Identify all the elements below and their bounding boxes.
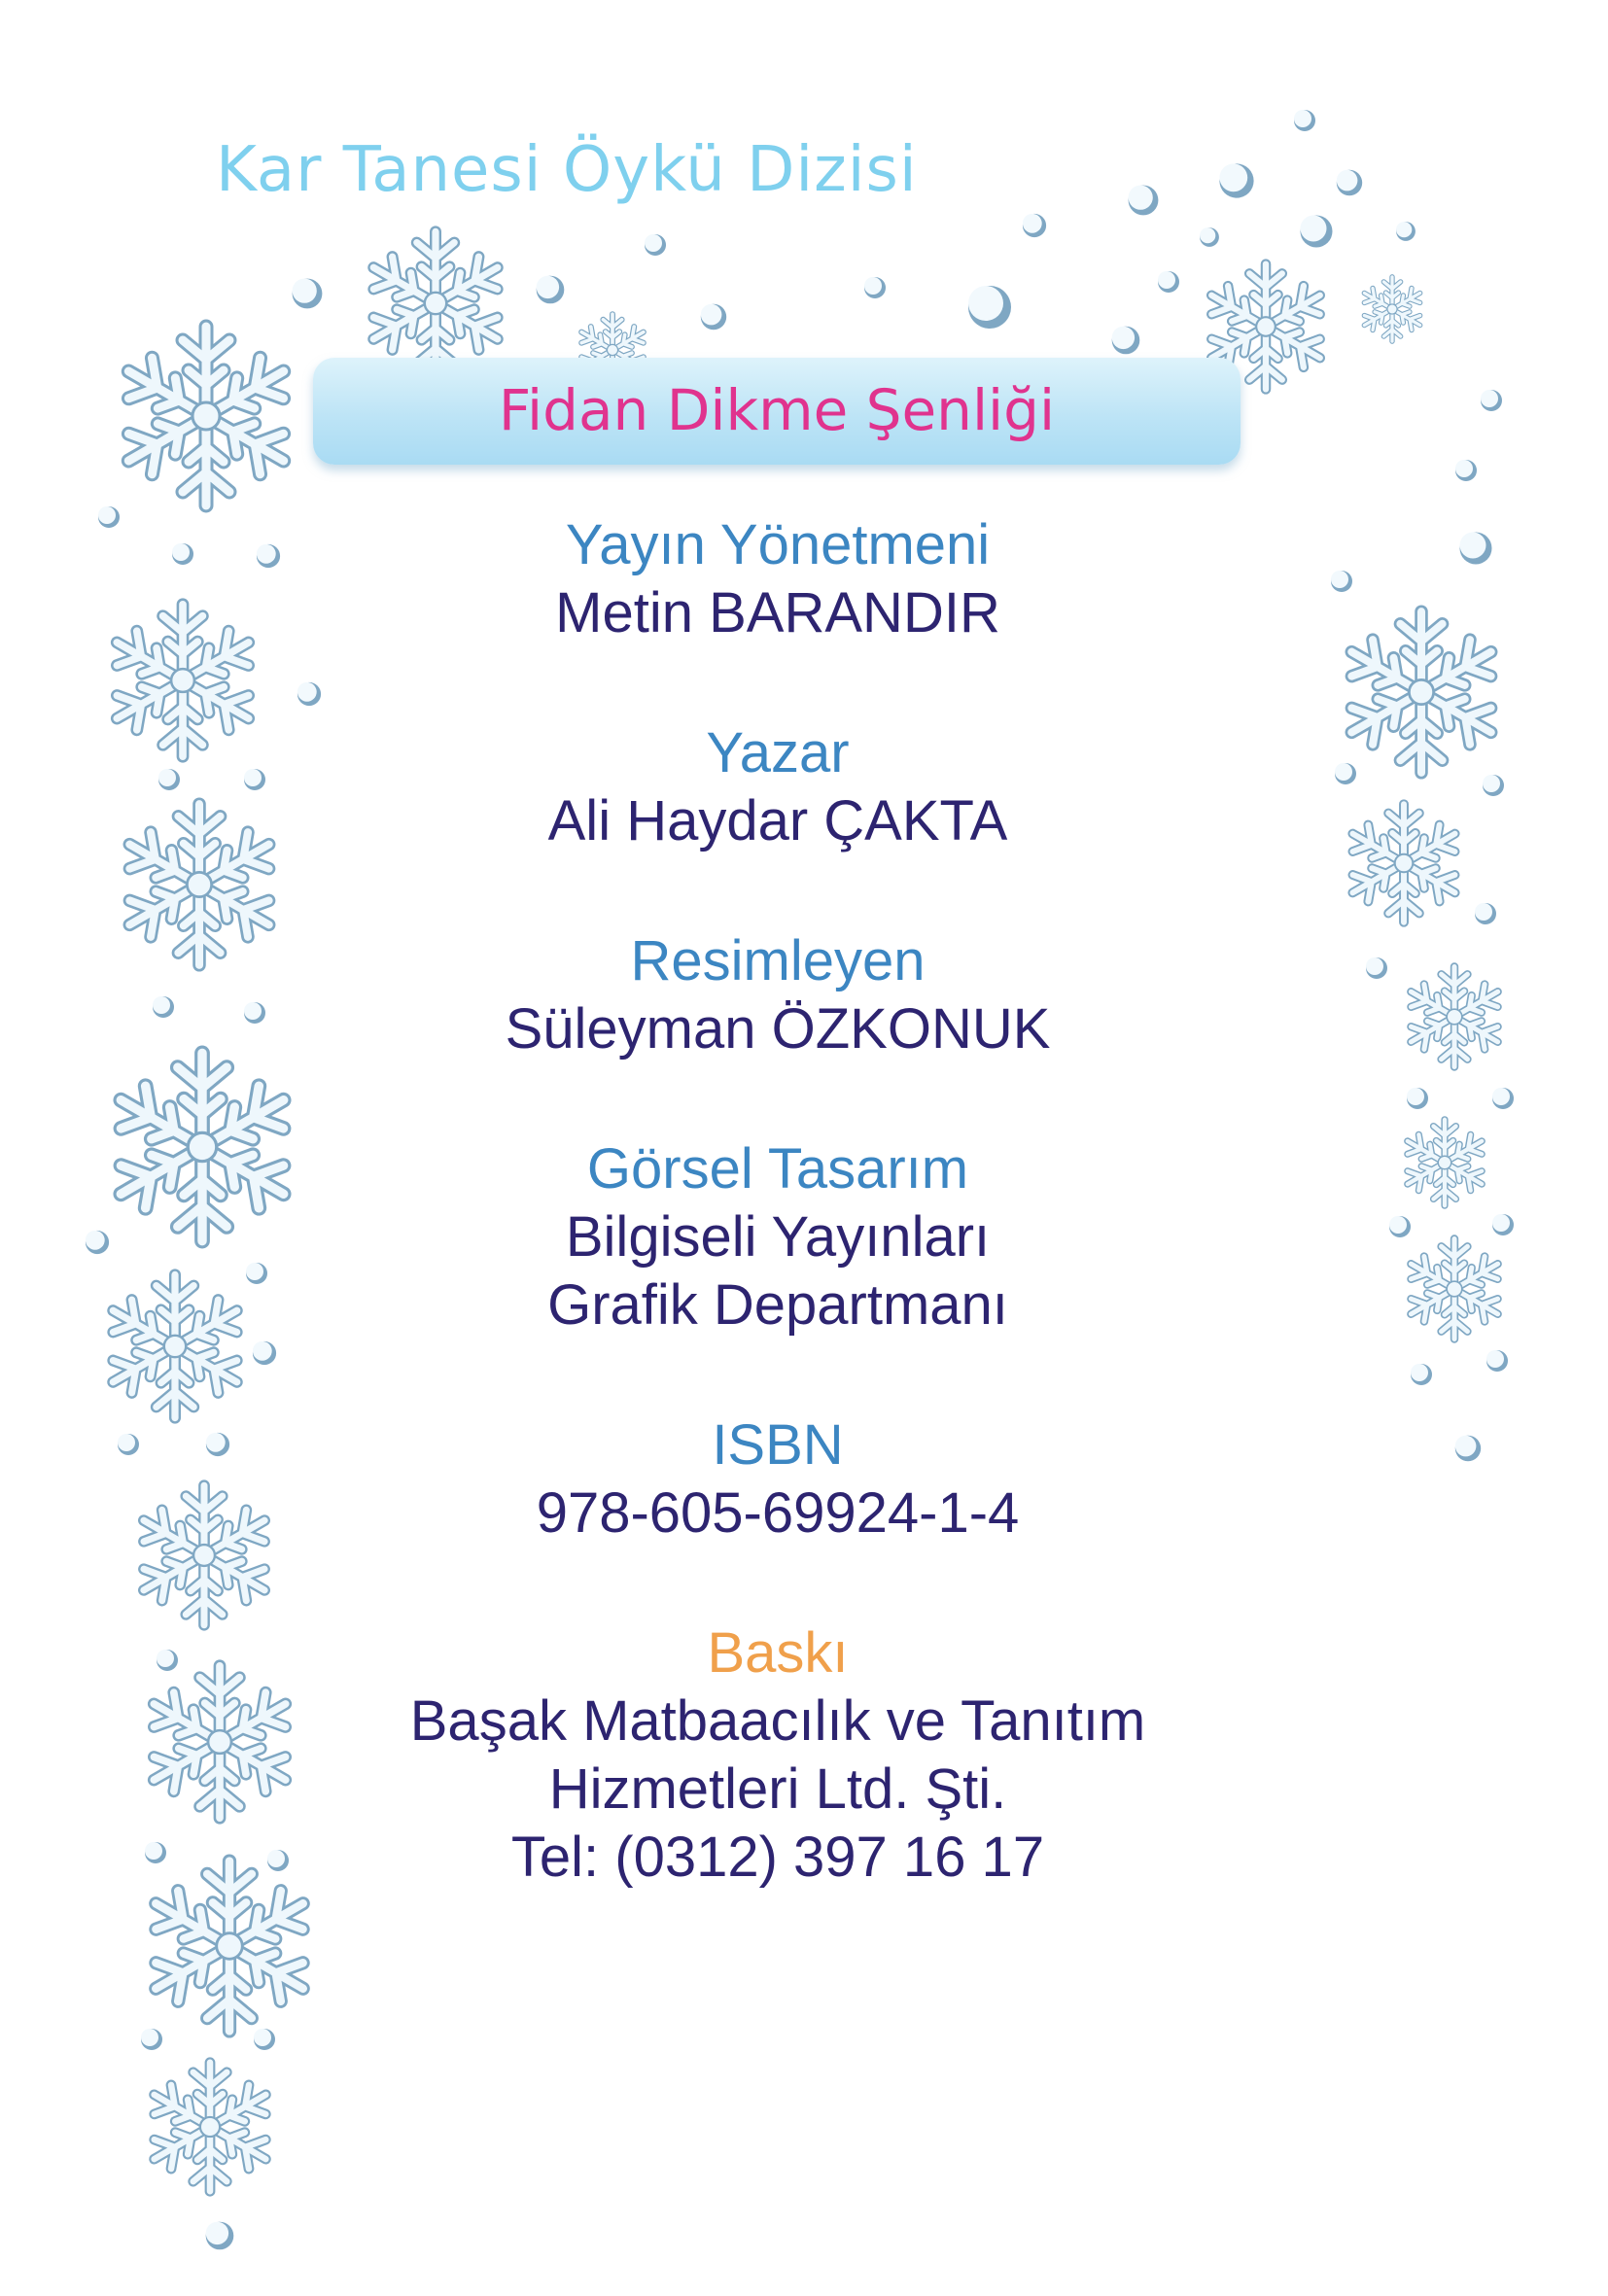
credit-editor [292,511,1264,647]
credit-value: Ali Haydar ÇAKTA [547,789,1008,852]
snow-dot-icon [158,769,180,790]
credit-isbn [292,1411,1264,1548]
snow-dot-icon [1200,227,1219,247]
snow-dot-icon [1460,533,1492,565]
snowflake-icon [117,327,295,505]
snow-dot-icon [1158,271,1179,293]
credit-label: Yazar [706,721,850,784]
snow-dot-icon [257,544,280,568]
snow-dot-icon [145,1842,166,1863]
snow-dot-icon [267,1850,289,1871]
snow-dot-icon [1407,1088,1428,1109]
credit-label: ISBN [712,1413,844,1477]
snow-dot-icon [206,2222,234,2250]
snowflake-icon [1345,804,1462,922]
snowflake-icon [144,1666,296,1818]
snow-dot-icon [1483,775,1504,796]
snow-dot-icon [86,1231,109,1254]
snow-dot-icon [537,276,565,304]
credit-design [292,1135,1264,1339]
series-title: Kar Tanesi Öykü Dizisi [216,134,918,206]
credit-label: Görsel Tasarım [586,1137,969,1200]
credits [292,511,1264,1964]
title-banner [313,358,1241,465]
snow-dot-icon [172,543,193,565]
snow-dot-icon [157,1650,178,1671]
snow-dot-icon [1389,1216,1411,1237]
snow-dot-icon [1411,1364,1432,1385]
snow-dot-icon [244,769,265,790]
credit-illustrator [292,927,1264,1063]
snow-dot-icon [1396,222,1416,241]
snow-dot-icon [1331,571,1352,592]
snowflake-icon [1402,1120,1487,1205]
book-title: Fidan Dikme Şenliği [498,377,1056,443]
snow-dot-icon [1023,214,1046,237]
snowflake-icon [1360,277,1424,341]
snowflake-icon [107,605,259,756]
credit-value: Başak Matbaacılık ve Tanıtım [409,1689,1146,1753]
credit-value: Metin BARANDIR [555,581,1000,644]
snowflake-icon [146,2063,274,2191]
credit-author [292,719,1264,855]
snowflake-icon [119,804,279,965]
snow-dot-icon [246,1263,267,1284]
snow-dot-icon [1294,110,1315,131]
snow-dot-icon [1112,327,1140,355]
snow-dot-icon [1455,460,1477,481]
snowflake-icon [1405,1238,1505,1339]
snow-dot-icon [864,277,886,298]
snowflake-icon [109,1053,297,1240]
snow-dot-icon [701,304,726,330]
snow-dot-icon [253,1341,276,1365]
credit-label: Baskı [707,1621,849,1685]
snowflake-icon [1405,966,1505,1066]
snow-dot-icon [1492,1088,1514,1109]
snow-dot-icon [1475,903,1496,924]
snow-dot-icon [1492,1214,1514,1235]
snow-dot-icon [153,996,174,1018]
credit-label: Yayın Yönetmeni [565,513,991,576]
snow-dot-icon [645,234,666,256]
credit-label: Resimleyen [630,929,926,992]
snowflake-icon [1341,611,1501,773]
snow-dot-icon [206,1433,229,1456]
snow-dot-icon [118,1434,139,1455]
snow-dot-icon [1366,957,1387,979]
snow-dot-icon [1486,1350,1508,1372]
snow-dot-icon [141,2029,162,2050]
credit-value: Grafik Departmanı [547,1273,1008,1337]
credit-value: Süleyman ÖZKONUK [505,997,1051,1061]
snow-dot-icon [244,1002,265,1024]
snowflake-icon [365,231,507,374]
snow-dot-icon [1481,390,1502,411]
snow-dot-icon [1301,216,1333,248]
phone-number: Tel: (0312) 397 16 17 [510,1826,1045,1889]
credit-printing [292,1619,1264,1892]
snow-dot-icon [1455,1436,1481,1461]
snow-dot-icon [1335,763,1356,784]
snow-dot-icon [968,286,1011,329]
snowflake-icon [145,1861,314,2032]
snow-dot-icon [1129,186,1159,216]
snow-dot-icon [1219,163,1253,197]
isbn-number: 978-605-69924-1-4 [536,1481,1020,1545]
snow-dot-icon [98,506,120,528]
credit-value: Bilgiseli Yayınları [565,1205,991,1269]
snow-dot-icon [254,2029,275,2050]
snowflake-icon [134,1485,273,1625]
credit-value: Hizmetleri Ltd. Şti. [548,1757,1007,1821]
snow-dot-icon [1337,170,1362,195]
snowflake-icon [104,1274,247,1417]
snow-dot-icon [293,279,323,309]
